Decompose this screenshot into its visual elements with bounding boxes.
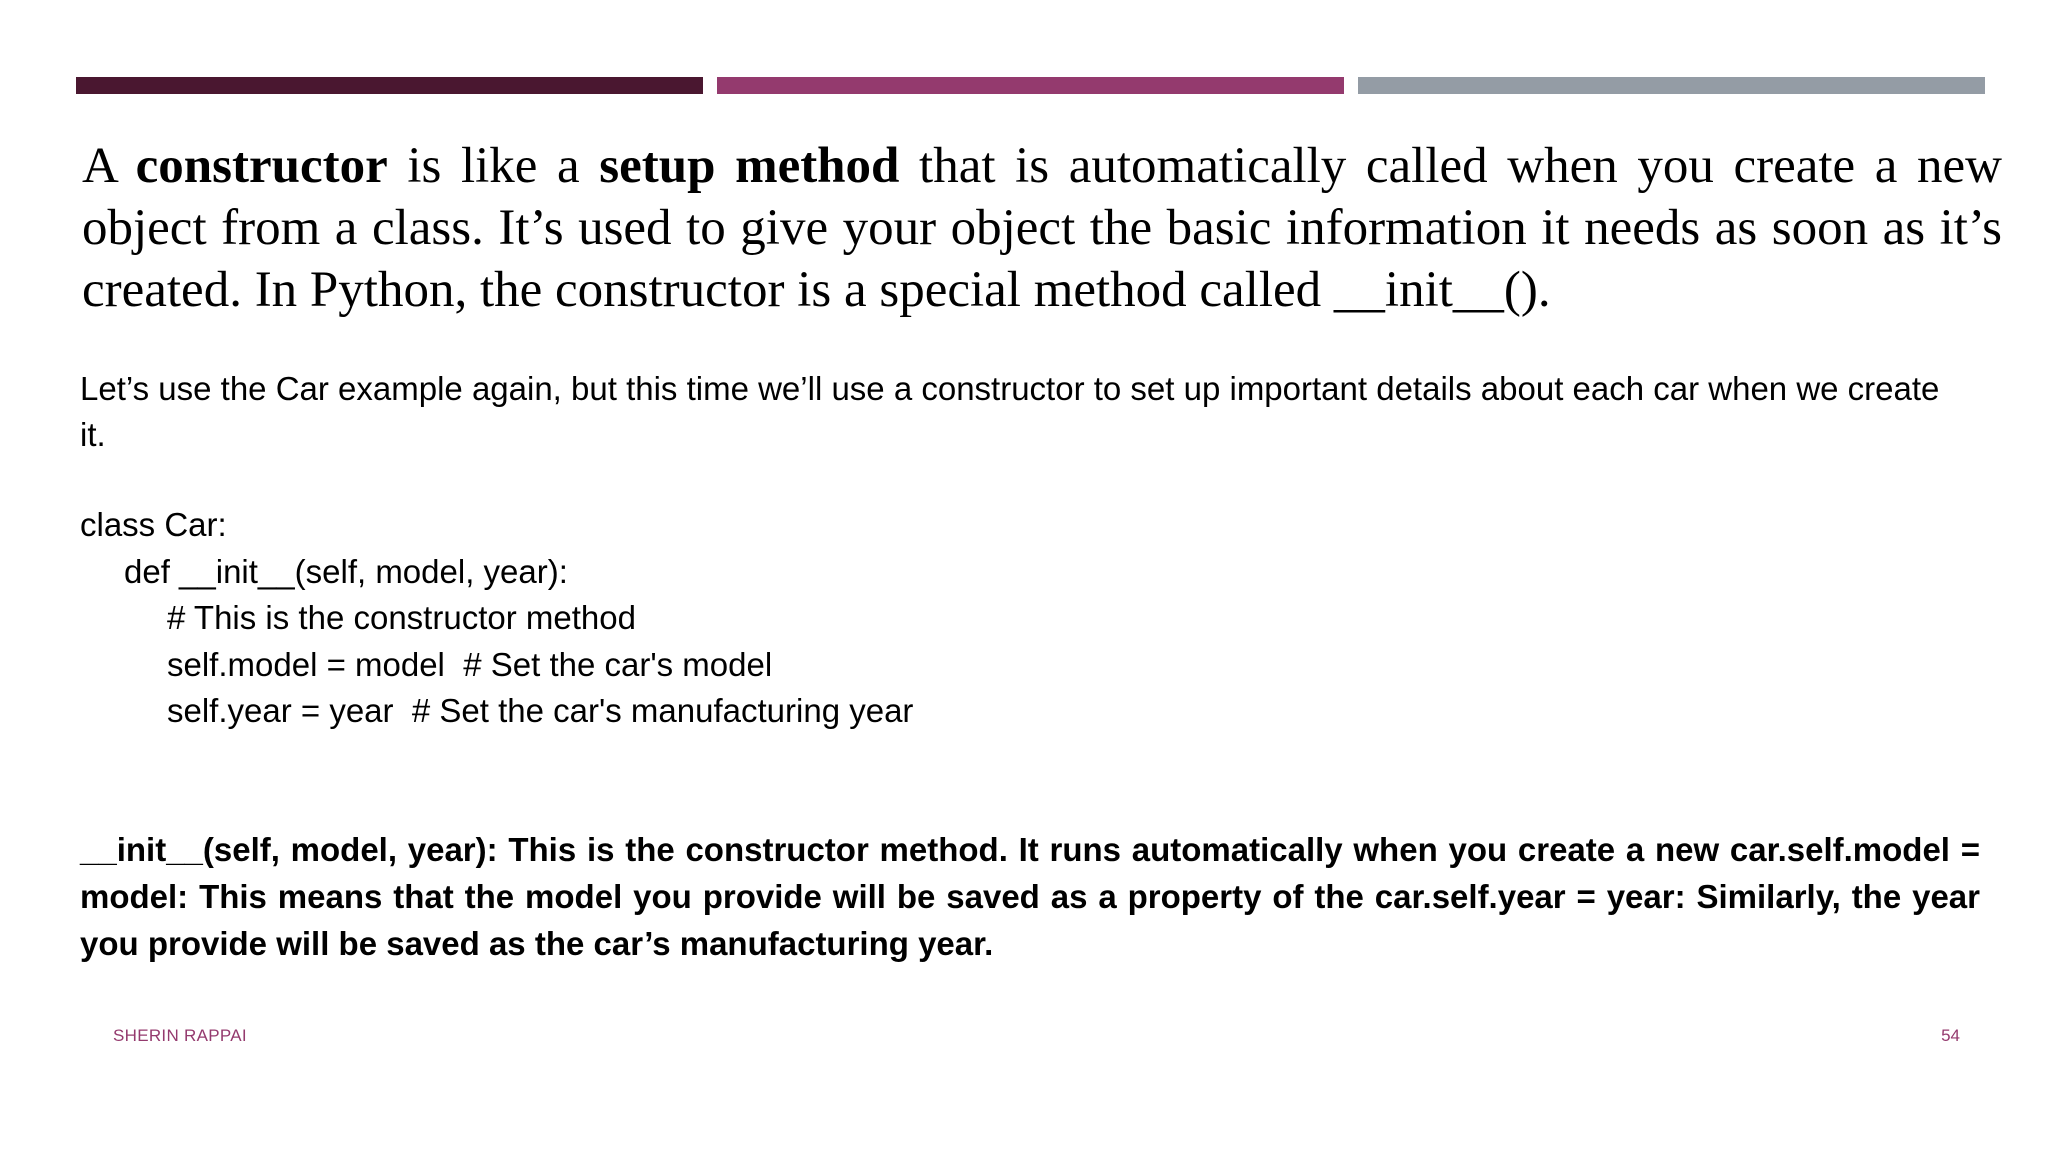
code-line: self.year = year # Set the car's manufacturing year (167, 692, 914, 729)
header-bar-gray (1358, 77, 1985, 94)
intro-text-3: that is automatically called when you create a new object from a class. It’s used to give your object the basic information it needs as soon as it’s created. In Python, the constructor is a special method called __init__(). (82, 138, 2002, 318)
lead-paragraph: Let’s use the Car example again, but this time we’ll use a constructor to set up important details about each car when we create it. (80, 370, 1940, 453)
explanation-paragraph: __init__(self, model, year): This is the constructor method. It runs automatically when you create a new car.self.model = model: This means that the model you provide will be saved as a property of the car.self.year = year: Similarly, the year you provide will be saved as the car’s manufacturing year. (80, 831, 1980, 962)
intro-text-2: is like a (387, 138, 600, 194)
code-line: # This is the constructor method (167, 599, 636, 636)
code-line: def __init__(self, model, year): (124, 552, 568, 590)
page-number: 54 (1941, 1026, 1960, 1045)
intro-term-constructor: constructor (135, 138, 388, 194)
header-bar-magenta (717, 77, 1344, 94)
intro-text-1: A (82, 138, 136, 194)
code-line: class Car: (80, 506, 227, 543)
header-bar-dark (76, 77, 703, 94)
code-line: self.model = model # Set the car's model (167, 645, 773, 683)
intro-term-setup-method: setup method (599, 138, 900, 194)
footer-author: SHERIN RAPPAI (113, 1026, 247, 1045)
intro-paragraph (82, 135, 2002, 321)
code-block (80, 502, 913, 735)
